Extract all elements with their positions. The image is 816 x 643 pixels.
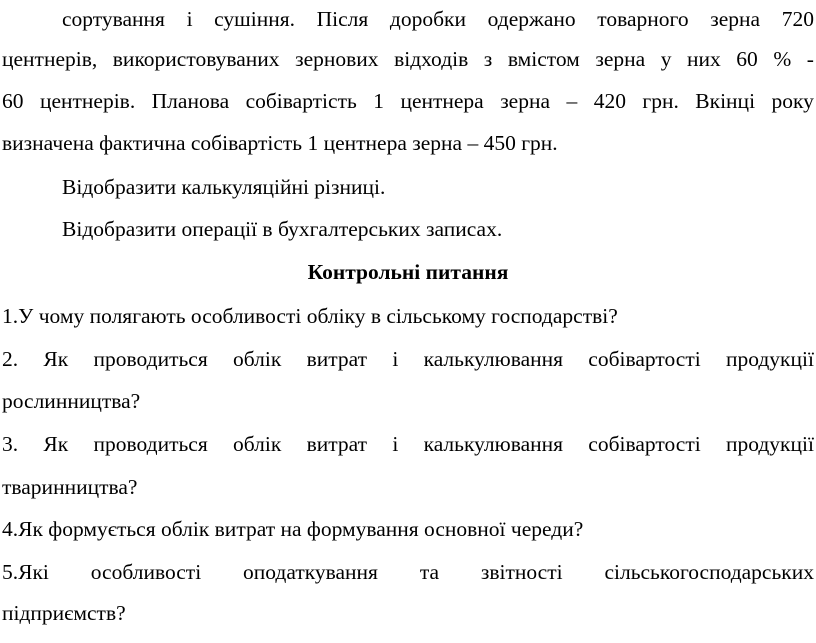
word: 3. [2,432,19,456]
word: проводиться [93,432,208,456]
word: Після [316,7,369,31]
word: собівартості [588,347,701,371]
word: особливості [90,560,202,584]
word: і [186,7,193,31]
paragraph-line-4: визначена фактична собівартість 1 центнера зерна – 450 грн. [2,131,558,155]
word: грн. [642,89,679,113]
word: сортування [62,7,165,31]
question-2-line-1 [2,344,814,374]
word: сільськогосподарських [604,560,814,584]
word: зерна [500,89,551,113]
word: та [419,560,440,584]
word: 60 [2,89,24,113]
question-2-line-2: рослинництва? [2,389,141,413]
paragraph-line-3 [2,86,814,116]
word: собівартості [588,432,701,456]
word: центнерів, [2,47,98,71]
word: зерна [710,7,761,31]
word: доробки [389,7,467,31]
word: оподаткування [243,560,378,584]
word: і [392,432,399,456]
word: відходів [394,47,469,71]
question-3-line-1 [2,429,814,459]
word: проводиться [93,347,208,371]
word: продукції [725,432,814,456]
question-1: 1.У чому полягають особливості обліку в сільському господарстві? [2,304,618,328]
word: - [806,47,814,71]
question-3-line-2: тваринництва? [2,475,138,499]
task-1: Відобразити калькуляційні різниці. [62,175,386,199]
word: звітності [480,560,563,584]
word: продукції [725,347,814,371]
word: Вкінці [695,89,756,113]
word: 2. [2,347,19,371]
word: 420 [593,89,626,113]
word: центнерів. [39,89,136,113]
paragraph-line-1 [62,4,814,34]
word: одержано [487,7,576,31]
word: з [483,47,493,71]
question-4: 4.Як формується облік витрат на формування основної череди? [2,517,584,541]
word: калькулювання [423,347,564,371]
word: 720 [781,7,814,31]
word: облік [232,347,282,371]
word: витрат [306,432,368,456]
word: – [566,89,578,113]
word: Планова [151,89,230,113]
question-5-line-2: підприємств? [2,601,126,625]
word: калькулювання [423,432,564,456]
word: Як [43,347,69,371]
word: зерна [595,47,646,71]
word: у [660,47,672,71]
word: використовуваних [112,47,280,71]
paragraph-line-2 [2,44,814,74]
word: 60 [736,47,758,71]
word: 5.Які [2,560,49,584]
word: року [771,89,814,113]
word: і [392,347,399,371]
word: них [686,47,721,71]
word: зернових [295,47,379,71]
word: товарного [597,7,689,31]
question-5-line-1 [2,557,814,587]
word: центнера [400,89,484,113]
word: облік [232,432,282,456]
task-2: Відобразити операції в бухгалтерських записах. [62,217,503,241]
word: Як [43,432,69,456]
word: витрат [306,347,368,371]
word: 1 [373,89,384,113]
word: % [773,47,792,71]
section-heading: Контрольні питання [307,260,509,284]
word: сушіння. [214,7,295,31]
word: вмістом [507,47,580,71]
word: собівартість [245,89,357,113]
